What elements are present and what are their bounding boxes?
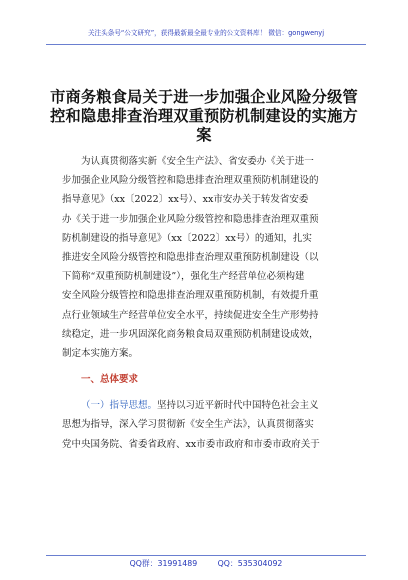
body-line: 点行业领域生产经营单位安全水平，持续促进安全生产形势持 — [62, 309, 319, 321]
subsection-label: （一）指导思想。 — [81, 400, 158, 412]
document-body — [62, 152, 356, 454]
header-promo-text: 关注头条号“公文研究”，获得最新最全最专业的公文资料库！ 微信：gongwenyj — [87, 29, 325, 37]
body-line: 安全风险分级管控和隐患排查治理双重预防机制，有效提升重 — [62, 290, 319, 302]
section-heading: 一、总体要求 — [81, 374, 139, 386]
body-line: 推进安全风险分级管控和隐患排查治理双重预防机制建设（以 — [62, 251, 319, 263]
body-line: 思想为指导，深入学习贯彻新《安全生产法》，认真贯彻落实 — [62, 419, 314, 431]
page-header — [46, 27, 366, 45]
body-line: 党中央国务院、省委省政府、xx市委市政府和市委市政府关于 — [62, 438, 320, 450]
body-line: 制定本实施方案。 — [62, 347, 139, 359]
body-line: 步加强企业风险分级管控和隐患排查治理双重预防机制建设的 — [62, 175, 319, 187]
document-title — [50, 88, 358, 145]
footer-qq-group: QQ群：31991489 — [129, 559, 198, 568]
body-line: 为认真贯彻落实新《安全生产法》、省安委办《关于进一 — [81, 156, 314, 167]
subsection-line — [62, 396, 356, 415]
title-line: 案 — [196, 126, 212, 144]
body-line: 下简称“双重预防机制建设”），强化生产经营单位必须构建 — [62, 271, 305, 283]
page-footer — [46, 555, 366, 570]
subsection-text: 坚持以习近平新时代中国特色社会主义 — [157, 400, 319, 412]
body-line: 续稳定，进一步巩固深化商务粮食局双重预防机制建设成效， — [62, 328, 319, 340]
title-line: 市商务粮食局关于进一步加强企业风险分级管 — [50, 88, 358, 106]
body-line: 防机制建设的指导意见》（xx〔2022〕xx号）的通知，扎实 — [62, 232, 312, 244]
body-line: 办《关于进一步加强企业风险分级管控和隐患排查治理双重预 — [62, 213, 319, 225]
title-line: 控和隐患排查治理双重预防机制建设的实施方 — [50, 107, 358, 125]
footer-qq: QQ：535304092 — [217, 559, 283, 568]
body-line: 指导意见》（xx〔2022〕xx号）、xx市安办关于转发省安委 — [62, 194, 309, 206]
